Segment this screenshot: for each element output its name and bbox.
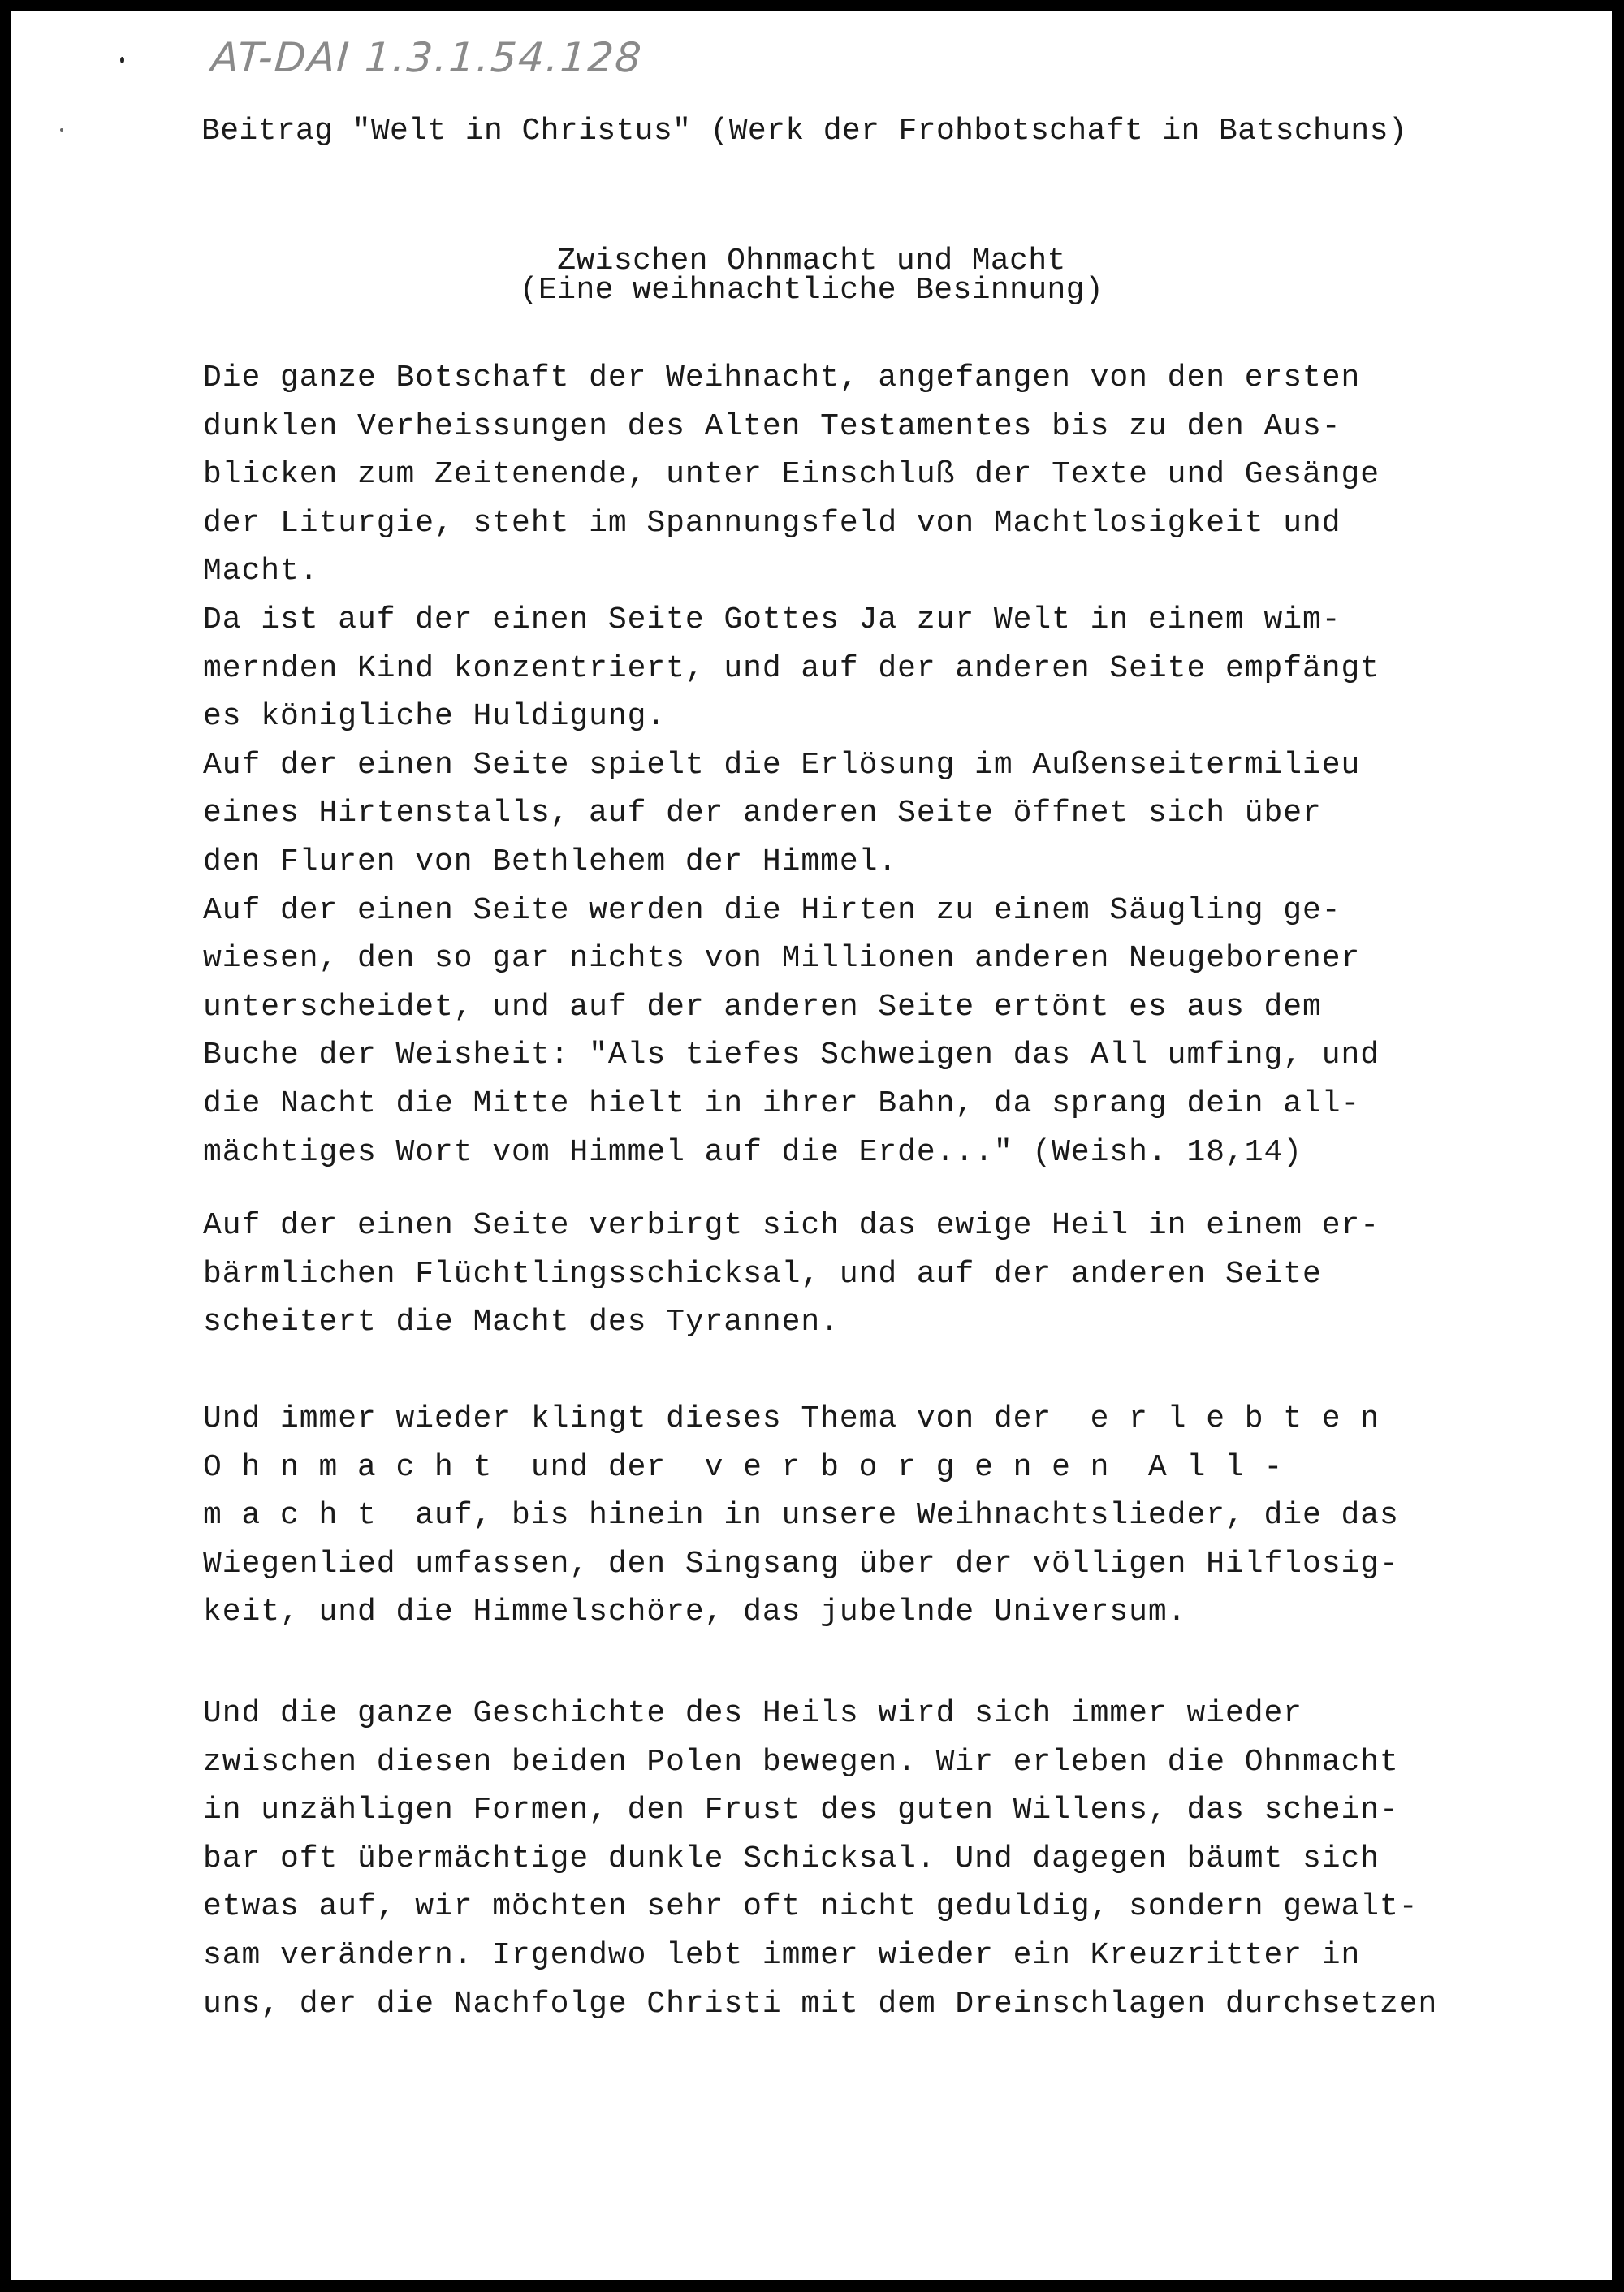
- text-line: Auf der einen Seite werden die Hirten zu einem Säugling ge-: [203, 892, 1341, 928]
- text-line: Da ist auf der einen Seite Gottes Ja zur Welt in einem wim-: [203, 602, 1341, 637]
- text-line: Buche der Weisheit: "Als tiefes Schweigen das All umfing, und: [203, 1038, 1380, 1073]
- text-line: mächtiges Wort vom Himmel auf die Erde..." (Weish. 18,14): [203, 1134, 1302, 1170]
- text-line: Die ganze Botschaft der Weihnacht, angefangen von den ersten: [203, 360, 1361, 395]
- text-line: unterscheidet, und auf der anderen Seite ertönt es aus dem: [203, 989, 1322, 1025]
- scan-speck: [60, 128, 63, 132]
- text-line: mernden Kind konzentriert, und auf der anderen Seite empfängt: [203, 650, 1380, 686]
- text-line: dunklen Verheissungen des Alten Testamentes bis zu den Aus-: [203, 408, 1341, 444]
- text-line: Auf der einen Seite spielt die Erlösung im Außenseitermilieu: [203, 747, 1361, 783]
- document-title: Zwischen Ohnmacht und Macht: [557, 244, 1066, 278]
- document-header: Beitrag "Welt in Christus" (Werk der Frohbotschaft in Batschuns): [201, 114, 1408, 149]
- scan-speck: [120, 57, 124, 63]
- text-line: blicken zum Zeitenende, unter Einschluß der Texte und Gesänge: [203, 457, 1380, 493]
- text-line: es königliche Huldigung.: [203, 699, 667, 735]
- text-line: Wiegenlied umfassen, den Singsang über der völligen Hilflosig-: [203, 1546, 1399, 1582]
- text-line: bärmlichen Flüchtlingsschicksal, und auf der anderen Seite: [203, 1256, 1322, 1292]
- text-line: den Fluren von Bethlehem der Himmel.: [203, 844, 898, 879]
- text-line: in unzähligen Formen, den Frust des guten Willens, das schein-: [203, 1793, 1399, 1828]
- text-line: Und die ganze Geschichte des Heils wird sich immer wieder: [203, 1696, 1302, 1731]
- text-line: m a c h t auf, bis hinein in unsere Weihnachtslieder, die das: [203, 1498, 1399, 1534]
- text-line: uns, der die Nachfolge Christi mit dem Dreinschlagen durchsetzen: [203, 1986, 1438, 2022]
- text-line: der Liturgie, steht im Spannungsfeld von Machtlosigkeit und: [203, 505, 1341, 541]
- archive-signature: AT-DAI 1.3.1.54.128: [209, 34, 645, 81]
- text-line: wiesen, den so gar nichts von Millionen anderen Neugeborener: [203, 941, 1361, 977]
- text-line: etwas auf, wir möchten sehr oft nicht geduldig, sondern gewalt-: [203, 1889, 1419, 1925]
- text-line: bar oft übermächtige dunkle Schicksal. Und dagegen bäumt sich: [203, 1841, 1380, 1876]
- text-line: sam verändern. Irgendwo lebt immer wieder ein Kreuzritter in: [203, 1938, 1361, 1973]
- text-line: O h n m a c h t und der v e r b o r g e n e n A l l -: [203, 1449, 1284, 1485]
- document-page: [11, 11, 1612, 2280]
- text-line: die Nacht die Mitte hielt in ihrer Bahn, da sprang dein all-: [203, 1086, 1361, 1121]
- text-line: Macht.: [203, 554, 319, 589]
- text-line: keit, und die Himmelschöre, das jubelnde Universum.: [203, 1595, 1187, 1630]
- text-line: eines Hirtenstalls, auf der anderen Seite öffnet sich über: [203, 796, 1322, 831]
- document-subtitle: (Eine weihnachtliche Besinnung): [519, 273, 1104, 308]
- text-line: Und immer wieder klingt dieses Thema von der e r l e b t e n: [203, 1401, 1380, 1436]
- text-line: zwischen diesen beiden Polen bewegen. Wir erleben die Ohnmacht: [203, 1744, 1399, 1780]
- text-line: Auf der einen Seite verbirgt sich das ewige Heil in einem er-: [203, 1208, 1380, 1243]
- text-line: scheitert die Macht des Tyrannen.: [203, 1305, 840, 1340]
